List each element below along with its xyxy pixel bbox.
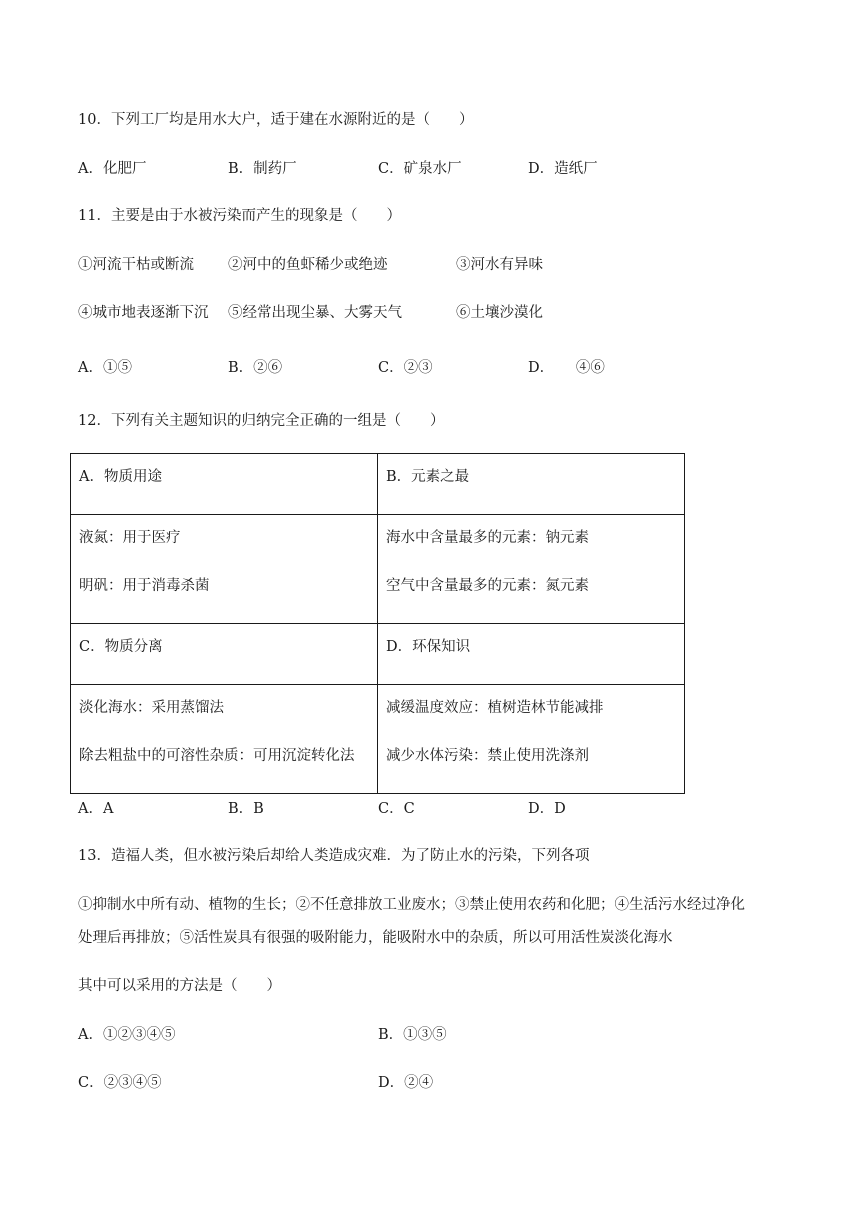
q12-table [70, 453, 685, 794]
q11-option-b: B．②⑥ [228, 360, 283, 376]
q11-option-d: D． ④⑥ [528, 360, 605, 376]
q13-options-row2 [0, 1073, 860, 1093]
q13-options-row1 [0, 1025, 860, 1045]
q12-c-line2: 除去粗盐中的可溶性杂质：可用沉淀转化法 [79, 748, 355, 764]
q12-d-line1: 减缓温度效应：植树造林节能减排 [386, 700, 604, 716]
q12-b-line2: 空气中含量最多的元素：氮元素 [386, 578, 589, 594]
q11-option-a: A．①⑤ [78, 360, 132, 376]
q12-d-line2: 减少水体污染：禁止使用洗涤剂 [386, 748, 589, 764]
q13-line4: 其中可以采用的方法是（ ） [78, 978, 281, 994]
q11-options [0, 358, 860, 378]
q13-option-a: A．①②③④⑤ [78, 1027, 176, 1043]
q12-cell-b-head [378, 454, 685, 515]
q11-item-1: ①河流干枯或断流 [78, 257, 194, 273]
q12-cell-a-body [71, 515, 378, 624]
q10-option-b: B．制药厂 [228, 161, 297, 177]
q13-stem: 13．造福人类，但水被污染后却给人类造成灾难．为了防止水的污染，下列各项 [78, 848, 590, 864]
q12-a-head: A．物质用途 [79, 469, 162, 485]
q10-stem: 10．下列工厂均是用水大户，适于建在水源附近的是（ ） [78, 112, 474, 128]
q11-items-row1 [0, 255, 860, 275]
q13-option-d: D．②④ [378, 1075, 434, 1091]
q11-item-5: ⑤经常出现尘暴、大雾天气 [228, 305, 402, 321]
q11-item-2: ②河中的鱼虾稀少或绝迹 [228, 257, 388, 273]
q12-stem: 12．下列有关主题知识的归纳完全正确的一组是（ ） [78, 413, 445, 429]
q12-option-d: D．D [528, 801, 566, 817]
q12-cell-b-body [378, 515, 685, 624]
q13-option-b: B．①③⑤ [378, 1027, 447, 1043]
q10-option-d: D．造纸厂 [528, 161, 598, 177]
q12-c-line1: 淡化海水：采用蒸馏法 [79, 700, 224, 716]
q12-d-head: D．环保知识 [386, 639, 471, 655]
q11-stem: 11．主要是由于水被污染而产生的现象是（ ） [78, 208, 401, 224]
q12-a-line2: 明矾：用于消毒杀菌 [79, 578, 210, 594]
q12-cell-d-head [378, 624, 685, 685]
q12-option-a: A．A [78, 801, 114, 817]
q12-b-line1: 海水中含量最多的元素：钠元素 [386, 530, 589, 546]
q10-option-a: A．化肥厂 [78, 161, 147, 177]
q12-cell-d-body [378, 685, 685, 794]
q11-item-4: ④城市地表逐渐下沉 [78, 305, 209, 321]
q12-cell-a-head [71, 454, 378, 515]
q10-option-c: C．矿泉水厂 [378, 161, 462, 177]
q11-option-c: C．②③ [378, 360, 433, 376]
q10-options [0, 159, 860, 179]
q12-cell-c-head [71, 624, 378, 685]
q11-item-3: ③河水有异味 [456, 257, 543, 273]
q12-cell-c-body [71, 685, 378, 794]
q12-c-head: C．物质分离 [79, 639, 163, 655]
q11-items-row2 [0, 303, 860, 323]
q13-option-c: C．②③④⑤ [78, 1075, 162, 1091]
q13-line2: ①抑制水中所有动、植物的生长；②不任意排放工业废水；③禁止使用农药和化肥；④生活污水经过净化 [78, 897, 745, 913]
q12-option-c: C．C [378, 801, 415, 817]
q11-item-6: ⑥土壤沙漠化 [456, 305, 543, 321]
q12-a-line1: 液氮：用于医疗 [79, 530, 181, 546]
q12-b-head: B．元素之最 [386, 469, 470, 485]
q12-option-b: B．B [228, 801, 264, 817]
q13-line3: 处理后再排放；⑤活性炭具有很强的吸附能力，能吸附水中的杂质，所以可用活性炭淡化海水 [78, 930, 673, 946]
q12-options [0, 799, 860, 819]
